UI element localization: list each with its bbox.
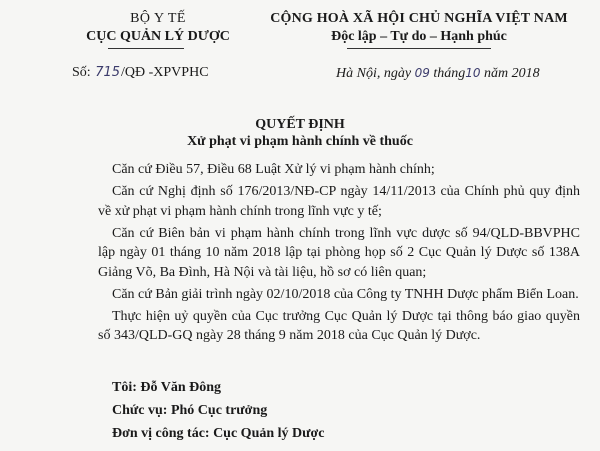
paragraph: Căn cứ Biên bản vi phạm hành chính trong lĩnh vực dược số 94/QLD-BBVPHC lập ngày 01 tháng 10 năm 2018 lập tại phòng họp số 2 Cục Quản lý Dược số 138A Giảng Võ, Ba Đình, Hà Nội và tài liệu, hồ sơ có liên quan; bbox=[98, 225, 580, 280]
paragraph: Căn cứ Nghị định số 176/2013/NĐ-CP ngày 14/11/2013 của Chính phủ quy định về xử phạt vi phạm hành chính trong lĩnh vực y tế; bbox=[98, 184, 580, 219]
doc-number-suffix: /QĐ -XPVPHC bbox=[121, 65, 209, 80]
paragraph: Căn cứ Bản giải trình ngày 02/10/2018 của Công ty TNHH Dược phẩm Biển Loan. bbox=[112, 286, 579, 302]
place-and-date bbox=[336, 64, 540, 83]
decision-title: QUYẾT ĐỊNH bbox=[255, 117, 345, 132]
issuer-header bbox=[58, 10, 258, 46]
header-underline-right bbox=[347, 48, 491, 49]
national-header bbox=[250, 10, 588, 46]
signatory-unit: Đơn vị công tác: Cục Quản lý Dược bbox=[112, 426, 325, 441]
date-month-handwritten: 10 bbox=[465, 66, 481, 80]
doc-number-label: Số: bbox=[72, 65, 91, 80]
header-underline-left bbox=[108, 48, 184, 49]
date-month-label: tháng bbox=[433, 66, 466, 81]
paragraph: Căn cứ Điều 57, Điều 68 Luật Xử lý vi phạm hành chính; bbox=[112, 162, 435, 177]
date-day-handwritten: 09 bbox=[414, 66, 430, 80]
ministry-name: BỘ Y TẾ bbox=[130, 11, 186, 26]
place-date-prefix: Hà Nội, ngày bbox=[336, 66, 412, 81]
department-name: CỤC QUẢN LÝ DƯỢC bbox=[86, 29, 230, 44]
document-body bbox=[98, 160, 580, 348]
document-number bbox=[72, 64, 209, 82]
signatory-position: Chức vụ: Phó Cục trưởng bbox=[112, 403, 268, 418]
doc-number-handwritten: 715 bbox=[95, 65, 121, 80]
paragraph: Thực hiện uỷ quyền của Cục trưởng Cục Quản lý Dược tại thông báo giao quyền số 343/QLD-GQ ngày 28 tháng 9 năm 2018 của Cục Quản lý Dược. bbox=[98, 308, 580, 343]
decision-subtitle: Xử phạt vi phạm hành chính về thuốc bbox=[187, 134, 413, 149]
nation-name: CỘNG HOÀ XÃ HỘI CHỦ NGHĨA VIỆT NAM bbox=[270, 11, 568, 26]
date-year: năm 2018 bbox=[484, 66, 540, 81]
signatory-name: Tôi: Đỗ Văn Đông bbox=[112, 380, 222, 395]
national-motto: Độc lập – Tự do – Hạnh phúc bbox=[331, 29, 507, 44]
